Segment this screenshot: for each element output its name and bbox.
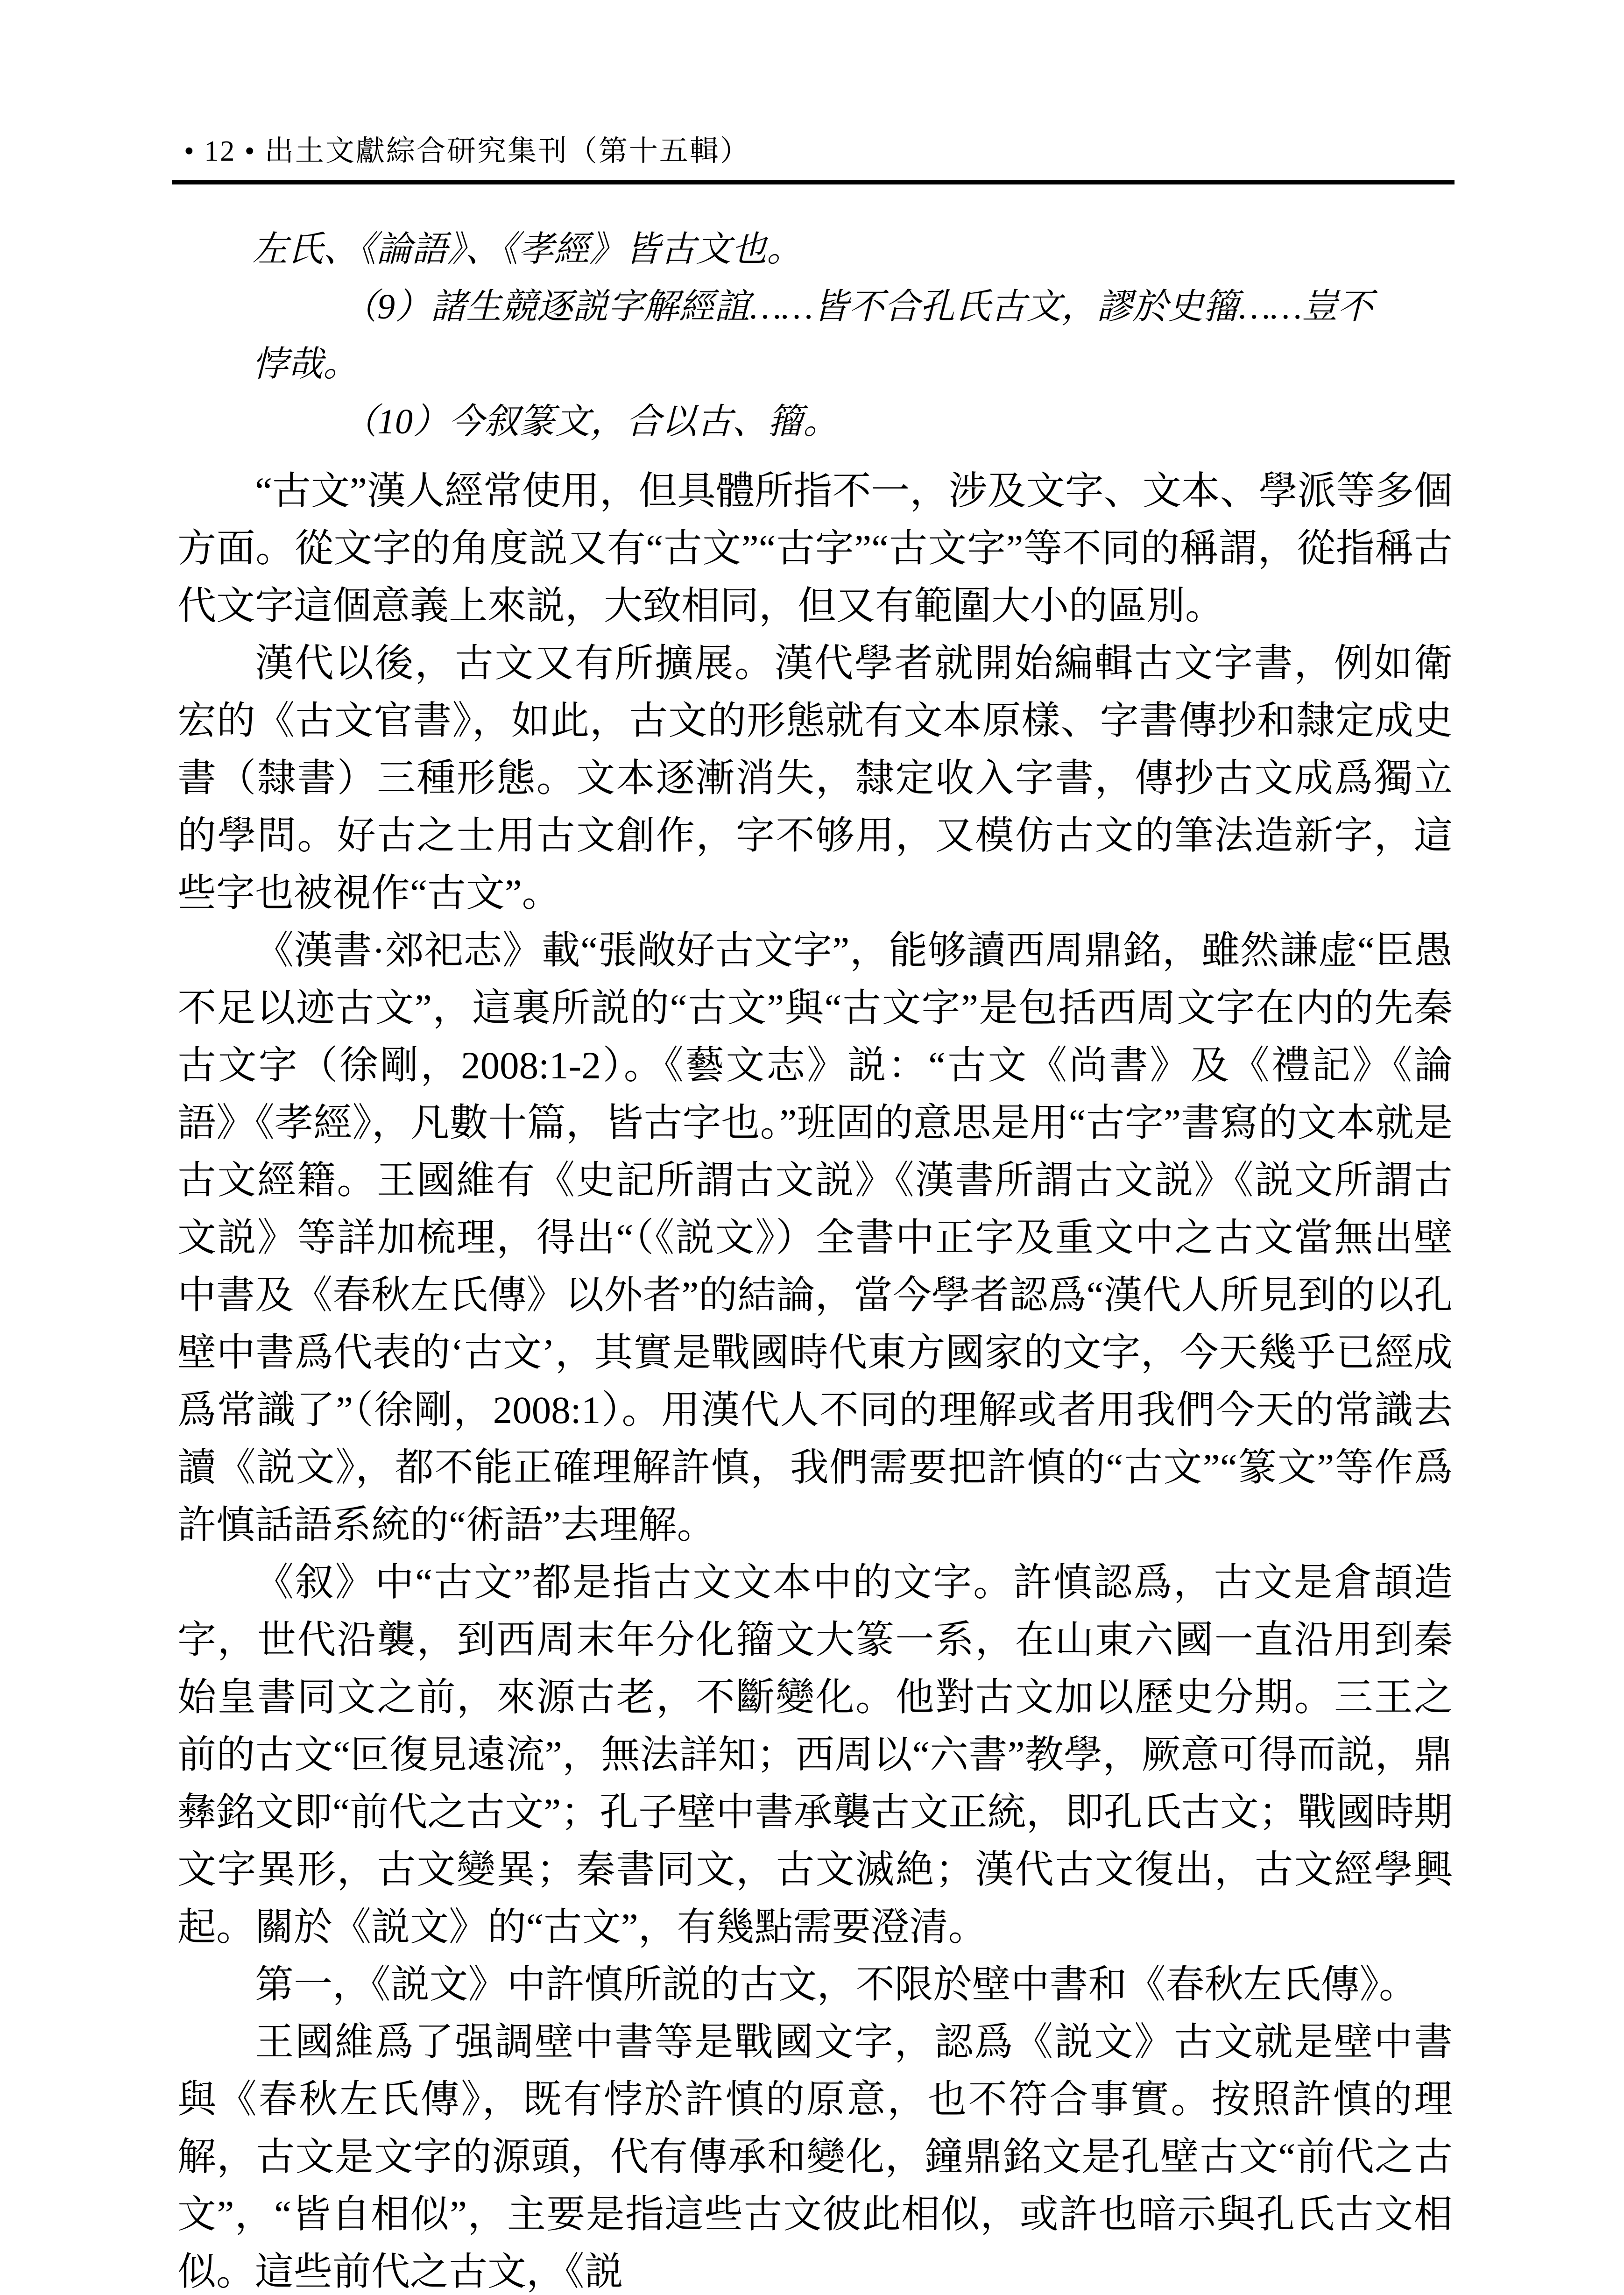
paragraph: 王國維爲了强調壁中書等是戰國文字，認爲《説文》古文就是壁中書與《春秋左氏傳》，既有悖於許慎的原意，也不符合事實。按照許慎的理解，古文是文字的源頭，代有傳承和變化，鐘鼎銘文是孔壁古文“前代之古文”，“皆自相似”，主要是指這些古文彼此相似，或許也暗示與孔氏古文相似。這些前代之古文，《説 (177, 2020, 1453, 2293)
quote-line: 左氏、《論語》、《孝經》皆古文也。 (252, 230, 802, 269)
header-divider-rule (172, 180, 1455, 184)
text-column (177, 221, 1453, 2295)
quote-block (177, 221, 1453, 451)
quote-line-continuation: 悖哉。 (252, 345, 359, 384)
quote-line-example-9: （9）諸生競逐説字解經誼……皆不合孔氏古文，謬於史籀……豈不 (342, 287, 1373, 326)
body-text (177, 462, 1453, 2295)
paragraph: 《漢書·郊祀志》載“張敞好古文字”，能够讀西周鼎銘，雖然謙虚“臣愚不足以迹古文”，這裏所説的“古文”與“古文字”是包括西周文字在内的先秦古文字（徐剛，2008:1-2）。《藝文志》説：“古文《尚書》及《禮記》《論語》《孝經》，凡數十篇，皆古字也。”班固的意思是用“古字”書寫的文本就是古文經籍。王國維有《史記所謂古文説》《漢書所謂古文説》《説文所謂古文説》等詳加梳理，得出“（《説文》）全書中正字及重文中之古文當無出壁中書及《春秋左氏傳》以外者”的結論，當今學者認爲“漢代人所見到的以孔壁中書爲代表的‘古文’，其實是戰國時代東方國家的文字，今天幾乎已經成爲常識了”（徐剛，2008:1）。用漢代人不同的理解或者用我們今天的常識去讀《説文》，都不能正確理解許慎，我們需要把許慎的“古文”“篆文”等作爲許慎話語系統的“術語”去理解。 (177, 929, 1453, 1546)
paragraph: 第一，《説文》中許慎所説的古文，不限於壁中書和《春秋左氏傳》。 (255, 1963, 1418, 2006)
quote-line-example-10: （10）今叙篆文，合以古、籀。 (342, 402, 839, 441)
paragraph: 《叙》中“古文”都是指古文文本中的文字。許慎認爲，古文是倉頡造字，世代沿襲，到西周末年分化籀文大篆一系，在山東六國一直沿用到秦始皇書同文之前，來源古老，不斷變化。他對古文加以歷史分期。三王之前的古文“叵復見遠流”，無法詳知；西周以“六書”教學，厥意可得而説，鼎彝銘文即“前代之古文”；孔子壁中書承襲古文正統，即孔氏古文；戰國時期文字異形，古文變異；秦書同文，古文滅絶；漢代古文復出，古文經學興起。關於《説文》的“古文”，有幾點需要澄清。 (177, 1561, 1453, 1948)
paragraph: “古文”漢人經常使用，但具體所指不一，涉及文字、文本、學派等多個方面。從文字的角度説又有“古文”“古字”“古文字”等不同的稱謂，從指稱古代文字這個意義上來説，大致相同，但又有範圍大小的區別。 (177, 469, 1453, 627)
paragraph: 漢代以後，古文又有所擴展。漢代學者就開始編輯古文字書，例如衛宏的《古文官書》，如此，古文的形態就有文本原樣、字書傳抄和隸定成史書（隸書）三種形態。文本逐漸消失，隸定收入字書，傳抄古文成爲獨立的學問。好古之士用古文創作，字不够用，又模仿古文的筆法造新字，這些字也被視作“古文”。 (177, 642, 1453, 914)
running-head: • 12 • 出土文獻綜合研究集刊（第十五輯） (184, 135, 750, 167)
